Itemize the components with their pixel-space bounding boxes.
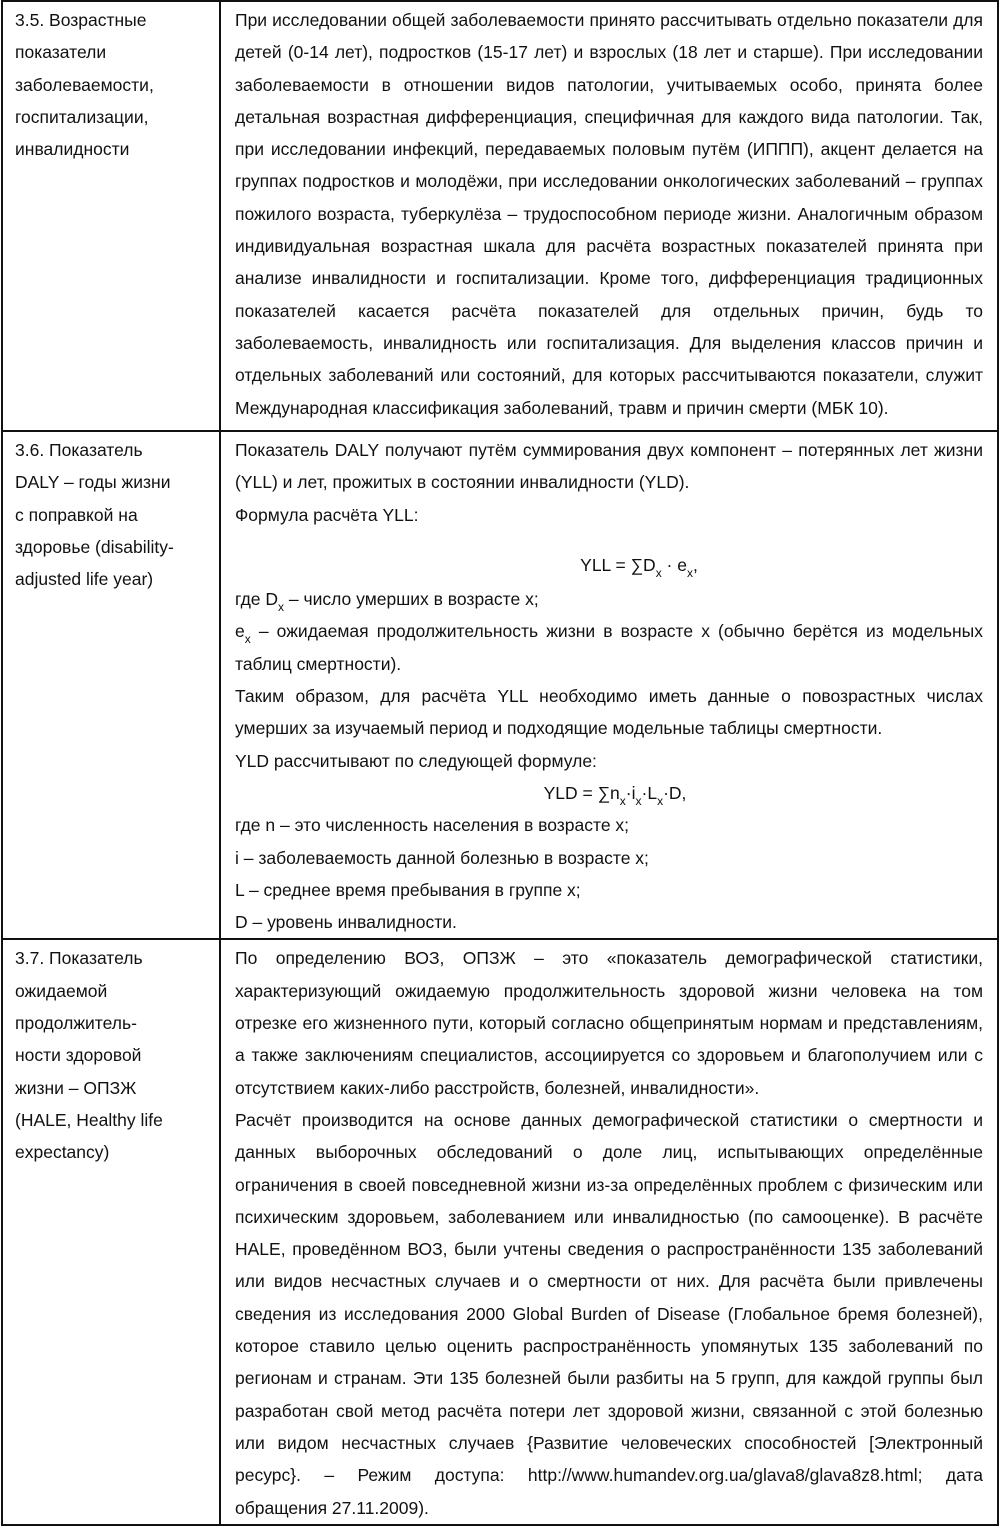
description-paragraph: Расчёт производится на основе данных демографической статистики о смертности и данных выборочных обследований о доле лиц, испытывающих определённые ограничения в своей повседневной жизни из-за определённых проблем с физическим или психическим здоровьем, заболеванием или инвалидностью (по самооценке). В расчёте HALE, проведённом ВОЗ, были учтены сведения о распространённости 135 заболеваний или видов несчастных случаев и о смертности от них. Для расчёта были привлечены сведения из исследования 2000 Global Burden of Disease (Глобальное бремя болезней), которое ставило целью оценить распространённость упомянутых 135 заболеваний по регионам и странам. Эти 135 болезней были разбиты на 5 групп, для каждой группы был разработан свой метод расчёта потери лет здоровой жизни, связанной с этой болезнью или видом несчастных случаев {Развитие человеческих способностей [Электронный ресурс}. – Режим доступа: http://www.humandev.org.ua/glava8/glava8z8.html; дата обращения 27.11.2009). xyxy=(235,1109,983,1518)
formula-part: ·L xyxy=(641,782,658,803)
formula-part: , xyxy=(692,554,698,575)
term-line: с поправкой на xyxy=(15,504,138,525)
table-row-3-7 xyxy=(2,939,998,1524)
formula-part: YLD = ∑n xyxy=(543,782,620,803)
yll-note: Таким образом, для расчёта YLL необходимо иметь данные о повозрастных числах умерших за изучаемый период и подходящие модельные таблицы смертности. xyxy=(235,686,983,739)
term-line: (HALE, Healthy life xyxy=(15,1109,163,1130)
term-line: expectancy) xyxy=(15,1142,110,1163)
term-line: ности здоровой xyxy=(15,1045,142,1066)
yll-formula xyxy=(235,549,983,581)
term-line: adjusted life year) xyxy=(15,569,154,590)
term-cell xyxy=(2,1,220,431)
yld-heading: YLD рассчитывают по следующей формуле: xyxy=(235,750,597,771)
term-line: 3.5. Возрастные xyxy=(15,10,147,30)
description-cell xyxy=(220,431,998,939)
formula-subscript: x xyxy=(686,565,693,580)
yll-definition xyxy=(235,583,983,615)
yld-definition: D – уровень инвалидности. xyxy=(235,912,457,933)
formula-part: · e xyxy=(661,554,687,575)
formula-part: ·D, xyxy=(663,782,687,803)
definitions-table xyxy=(1,0,999,1526)
formula-subscript: x xyxy=(635,793,642,808)
term-cell xyxy=(2,939,220,1524)
term-line: DALY – годы жизни xyxy=(15,472,171,493)
term-line: ожидаемой xyxy=(15,980,108,1001)
term-line: госпитализации, xyxy=(15,106,149,127)
symbol: где D xyxy=(235,589,279,610)
term-line: продолжитель- xyxy=(15,1013,137,1034)
formula-subscript: x xyxy=(619,793,626,808)
formula-subscript: x xyxy=(655,565,662,580)
term-line: заболеваемости, xyxy=(15,74,154,95)
description-paragraph: При исследовании общей заболеваемости принято рассчитывать отдельно показатели для детей (0-14 лет), подростков (15-17 лет) и взрослых (18 лет и старше). При исследовании заболеваемости в отношении видов патологии, учитываемых особо, принята более детальная возрастная дифференциация, специфичная для каждого вида патологии. Так, при исследовании инфекций, передаваемых половым путём (ИППП), акцент делается на группах подростков и молодёжи, при исследовании онкологических заболеваний – группах пожилого возраста, туберкулёза – трудоспособном периоде жизни. Аналогичным образом индивидуальная возрастная шкала для расчёта возрастных показателей принята при анализе инвалидности и госпитализации. Кроме того, дифференциация традиционных показателей касается расчёта показателей для отдельных причин, будь то заболеваемость, инвалидность или госпитализация. Для выделения классов причин и отдельных заболеваний или состояний, для которых рассчитываются показатели, служит Международная классификация заболеваний, травм и причин смерти (МБК 10). xyxy=(235,10,983,418)
term-line: показатели xyxy=(15,42,107,63)
yld-formula xyxy=(235,777,983,809)
definition-text: – число умерших в возрасте x; xyxy=(284,589,539,610)
description-cell xyxy=(220,939,998,1524)
yld-definition: L – среднее время пребывания в группе x; xyxy=(235,879,581,900)
formula-part: ·i xyxy=(625,782,636,803)
term-line: 3.6. Показатель xyxy=(15,440,143,460)
description-cell xyxy=(220,1,998,431)
formula-part: YLL = ∑D xyxy=(580,554,656,575)
table-row-3-5 xyxy=(2,1,998,431)
term-line: жизни – ОПЗЖ xyxy=(15,1077,137,1098)
definition-text: – ожидаемая продолжительность жизни в возрасте x (обычно берётся из модельных таблиц смертности). xyxy=(235,621,983,674)
yld-definition: i – заболеваемость данной болезнью в возрасте x; xyxy=(235,847,649,868)
formula-subscript: x xyxy=(278,600,285,615)
term-cell xyxy=(2,431,220,939)
table-row-3-6 xyxy=(2,431,998,939)
yll-heading: Формула расчёта YLL: xyxy=(235,504,419,525)
term-line: инвалидности xyxy=(15,139,130,160)
term-line: здоровье (disability- xyxy=(15,536,174,557)
formula-subscript: x xyxy=(657,793,664,808)
formula-subscript: x xyxy=(244,632,251,647)
description-paragraph: По определению ВОЗ, ОПЗЖ – это «показатель демографической статистики, характеризующий ожидаемую продолжительность здоровой жизни человека на том отрезке его жизненного пути, который согласно общепринятым нормам и представлениям, а также заключениям специалистов, ассоциируется со здоровьем и благополучием или с отсутствием каких-либо расстройств, болезней, инвалидности». xyxy=(235,948,983,1098)
daly-intro: Показатель DALY получают путём суммирования двух компонент – потерянных лет жизни (YLL) и лет, прожитых в состоянии инвалидности (YLD). xyxy=(235,440,983,493)
term-line: 3.7. Показатель xyxy=(15,948,143,969)
symbol: e xyxy=(235,621,245,642)
yld-definition: где n – это численность населения в возрасте x; xyxy=(235,815,630,836)
yll-definition xyxy=(235,615,983,680)
